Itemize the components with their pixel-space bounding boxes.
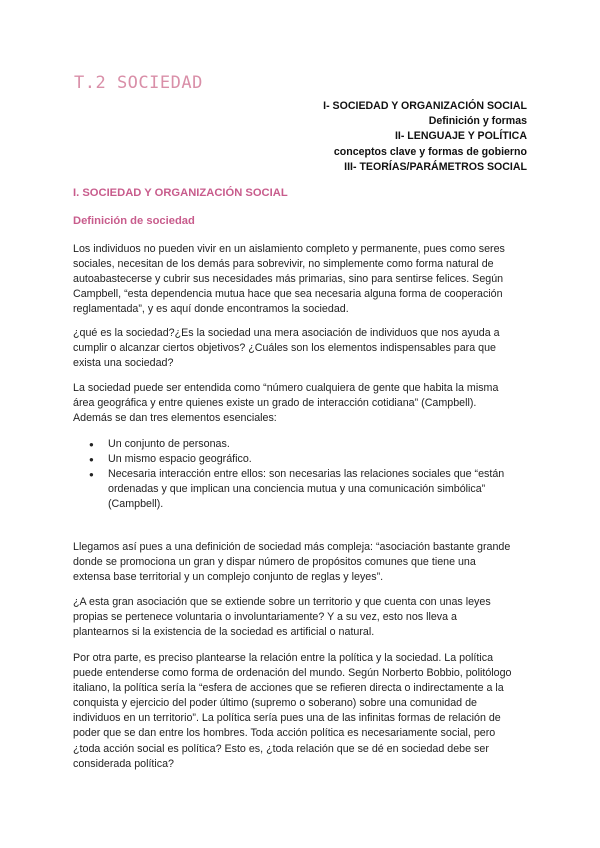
toc-item: I- SOCIEDAD Y ORGANIZACIÓN SOCIAL xyxy=(323,100,527,112)
paragraph: Los individuos no pueden vivir en un aislamiento completo y permanente, pues como seres sociales, necesitan de los demás para sobrevivir, no simplemente como forma natural de autoabastecerse y cubrir sus necesidades más primarias, sino para sentirse felices. Según Campbell, “esta dependencia mutua hace que sea necesaria alguna forma de cooperación reglamentada”, y es aquí donde encontramos la sociedad. xyxy=(73,243,505,316)
table-of-contents xyxy=(323,99,527,175)
paragraph: Llegamos así pues a una definición de sociedad más compleja: “asociación bastante grande donde se promociona un gran y dispar número de propósitos comunes que tiene una extensa base territorial y un complejo conjunto de reglas y leyes”. xyxy=(73,541,511,584)
paragraph: La sociedad puede ser entendida como “número cualquiera de gente que habita la misma área geográfica y entre quienes existe un grado de interacción cotidiana” (Campbell). Además se dan tres elementos esenciales: xyxy=(73,382,499,425)
subsection-heading: Definición de sociedad xyxy=(73,215,195,227)
list-item: ● Un mismo espacio geográfico. xyxy=(73,452,529,467)
paragraph: Por otra parte, es preciso plantearse la relación entre la política y la sociedad. La política puede entenderse como forma de ordenación del mundo. Según Norberto Bobbio, politólogo italiano, la política sería la “esfera de acciones que se refieren directa o indirectamente a la conquista y ejercicio del poder último (supremo o soberano) sobre una comunidad de individuos en un territorio”. La política sería pues una de las infinitas formas de relación de poder que se dan entre los hombres. Toda acción política es necesariamente social, pero ¿toda acción social es política? Esto es, ¿toda relación que se dé en sociedad debe ser considerada política? xyxy=(73,652,512,770)
page-title: T.2 SOCIEDAD xyxy=(74,73,203,93)
paragraph: ¿A esta gran asociación que se extiende sobre un territorio y que cuenta con unas leyes propias se pertenece voluntaria o involuntariamente? Y a su vez, esto nos lleva a plantearnos si la existencia de la sociedad es artificial o natural. xyxy=(73,596,491,639)
list-item: ● Necesaria interacción entre ellos: son necesarias las relaciones sociales que “están ordenadas y que implican una conciencia mutua y una comunicación simbólica” (Campbell). xyxy=(73,467,529,512)
toc-item: Definición y formas xyxy=(428,115,527,128)
paragraph: ¿qué es la sociedad?¿Es la sociedad una mera asociación de individuos que nos ayuda a cumplir o alcanzar ciertos objetivos? ¿Cuáles son los elementos indispensables para que exista una sociedad? xyxy=(73,327,500,370)
list-item: ● Un conjunto de personas. xyxy=(73,437,529,452)
toc-item: conceptos clave y formas de gobierno xyxy=(333,145,527,158)
bullet-list xyxy=(73,437,529,512)
toc-item: III- TEORÍAS/PARÁMETROS SOCIAL xyxy=(344,160,527,173)
toc-item: II- LENGUAJE Y POLÍTICA xyxy=(394,130,527,143)
section-heading: I. SOCIEDAD Y ORGANIZACIÓN SOCIAL xyxy=(73,187,288,199)
